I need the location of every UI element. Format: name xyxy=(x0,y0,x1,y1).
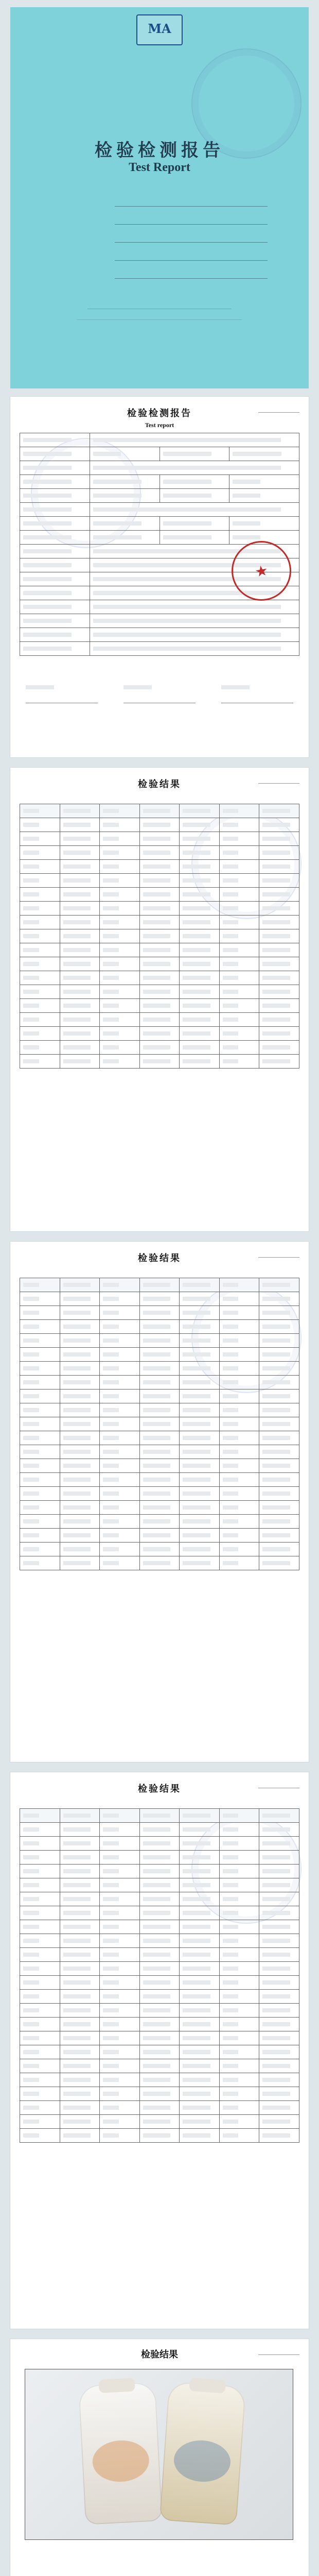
table-row xyxy=(20,888,299,902)
photos-page xyxy=(10,2339,309,2576)
table-row xyxy=(20,943,299,957)
table-header-row xyxy=(20,1809,299,1823)
table-row xyxy=(20,1013,299,1027)
product-bottle xyxy=(160,2381,246,2526)
cover-info-row xyxy=(67,198,268,207)
table-row xyxy=(20,1362,299,1376)
results-table xyxy=(20,1278,299,1570)
table-row xyxy=(20,1334,299,1348)
report-subtitle: Test report xyxy=(145,421,174,429)
cover-footer xyxy=(10,303,309,320)
table-row xyxy=(20,1920,299,1934)
page-meta xyxy=(258,778,299,784)
table-row xyxy=(20,1515,299,1529)
cover-info-row xyxy=(67,270,268,279)
table-row xyxy=(20,1403,299,1417)
table-row xyxy=(20,1055,299,1069)
table-row xyxy=(20,1459,299,1473)
table-row xyxy=(20,1529,299,1543)
table-row xyxy=(20,1865,299,1878)
table-row xyxy=(20,2115,299,2129)
table-row xyxy=(20,860,299,874)
table-row xyxy=(20,1906,299,1920)
table-row xyxy=(20,1027,299,1041)
signature-block xyxy=(221,685,293,706)
table-header-row xyxy=(20,804,299,818)
table-row xyxy=(20,1837,299,1851)
cover-info-row xyxy=(67,216,268,225)
table-row xyxy=(20,916,299,929)
table-row xyxy=(20,2087,299,2101)
table-row xyxy=(20,1431,299,1445)
table-row xyxy=(20,1976,299,1990)
table-row xyxy=(20,1487,299,1501)
table-row xyxy=(20,2101,299,2115)
table-row xyxy=(20,971,299,985)
table-row xyxy=(20,2073,299,2087)
table-row xyxy=(20,1962,299,1976)
table-row xyxy=(20,1892,299,1906)
results-title: 检验结果 xyxy=(138,779,181,790)
table-row xyxy=(20,475,299,489)
results-page-3 xyxy=(10,1772,309,2329)
page-meta xyxy=(258,1252,299,1258)
table-row xyxy=(20,2129,299,2143)
table-row xyxy=(20,929,299,943)
table-row xyxy=(20,2045,299,2059)
page-meta xyxy=(258,1783,299,1788)
table-row xyxy=(20,433,299,447)
results-table xyxy=(20,804,299,1069)
table-row xyxy=(20,846,299,860)
table-row xyxy=(20,1990,299,2004)
cover-info-block xyxy=(67,198,268,288)
product-bottle xyxy=(78,2382,163,2524)
results-title: 检验结果 xyxy=(138,1784,181,1794)
cover-subtitle: Test Report xyxy=(129,161,190,174)
table-row xyxy=(20,628,299,642)
table-row xyxy=(20,1306,299,1320)
results-title: 检验结果 xyxy=(138,1253,181,1264)
table-row xyxy=(20,874,299,888)
page-meta xyxy=(258,407,299,413)
table-row xyxy=(20,1376,299,1389)
table-row xyxy=(20,1389,299,1403)
table-row xyxy=(20,1041,299,1055)
table-row xyxy=(20,614,299,628)
table-row xyxy=(20,642,299,656)
cover-title: 检验检测报告 xyxy=(95,140,224,161)
cover-page xyxy=(10,7,309,388)
product-photo xyxy=(25,2369,293,2540)
table-row xyxy=(20,600,299,614)
table-row xyxy=(20,1320,299,1334)
results-page-1 xyxy=(10,768,309,1231)
table-row xyxy=(20,902,299,916)
table-row xyxy=(20,1934,299,1948)
photos-title: 检验结果 xyxy=(141,2349,178,2360)
results-table xyxy=(20,1808,299,2143)
page-meta xyxy=(258,2349,299,2355)
table-row xyxy=(20,1445,299,1459)
table-row xyxy=(20,461,299,475)
table-row xyxy=(20,2004,299,2018)
table-row xyxy=(20,1556,299,1570)
table-row xyxy=(20,818,299,832)
table-row xyxy=(20,1348,299,1362)
table-row xyxy=(20,1823,299,1837)
signature-block xyxy=(26,685,98,706)
cover-info-row xyxy=(67,252,268,261)
table-row xyxy=(20,1948,299,1962)
table-row xyxy=(20,832,299,846)
report-page xyxy=(10,397,309,757)
table-row xyxy=(20,985,299,999)
table-row xyxy=(20,517,299,531)
table-row xyxy=(20,999,299,1013)
table-row xyxy=(20,2059,299,2073)
ma-logo-text: MA xyxy=(148,21,171,36)
table-row xyxy=(20,503,299,517)
cover-info-row xyxy=(67,234,268,243)
signature-block xyxy=(123,685,196,706)
table-row xyxy=(20,1878,299,1892)
table-row xyxy=(20,2031,299,2045)
table-row xyxy=(20,957,299,971)
table-row xyxy=(20,447,299,461)
table-row xyxy=(20,2018,299,2031)
table-row xyxy=(20,489,299,503)
report-title: 检验检测报告 xyxy=(127,408,192,419)
ma-logo xyxy=(136,14,183,45)
table-row xyxy=(20,1473,299,1487)
table-row xyxy=(20,1543,299,1556)
table-row xyxy=(20,1292,299,1306)
table-row xyxy=(20,1417,299,1431)
table-row xyxy=(20,1501,299,1515)
results-page-2 xyxy=(10,1242,309,1762)
table-header-row xyxy=(20,1278,299,1292)
red-seal: ★ xyxy=(227,536,296,605)
table-row xyxy=(20,1851,299,1865)
signature-area xyxy=(26,685,293,721)
